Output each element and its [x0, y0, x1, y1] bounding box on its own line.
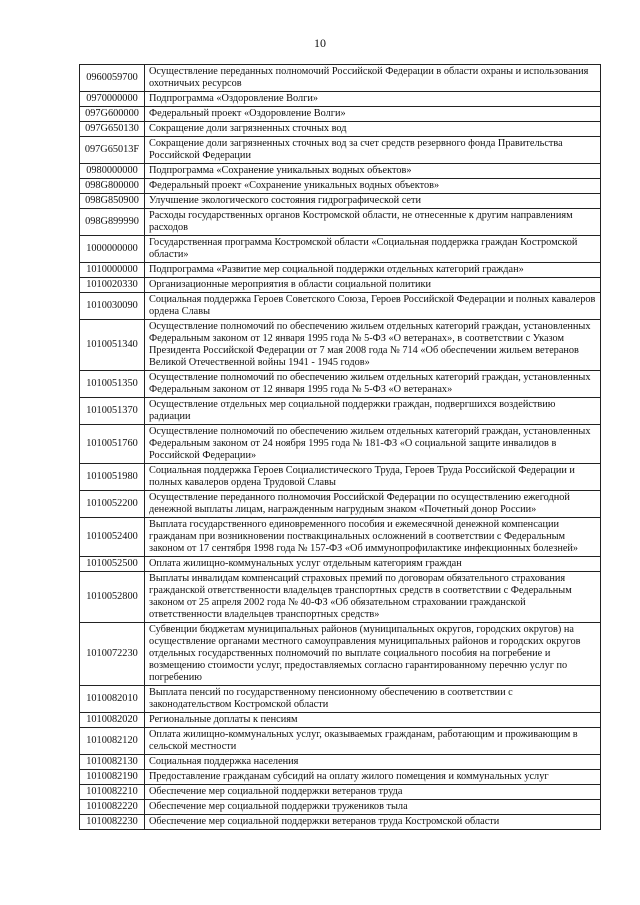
table-row: [80, 713, 601, 728]
target-code-cell: 1010051340: [80, 320, 145, 371]
target-name-cell: Выплата государственного единовременного пособия и ежемесячной денежной компенсации гражданам при возникновении поствакцинальных осложнений в соответствии с Федеральным законом от 17 сентября 1998 года № 157-ФЗ «Об иммунопрофилактике инфекционных болезней»: [145, 518, 601, 557]
target-name-cell: Улучшение экологического состояния гидрографической сети: [145, 194, 601, 209]
target-name-cell: Предоставление гражданам субсидий на оплату жилого помещения и коммунальных услуг: [145, 770, 601, 785]
target-code-cell: 1010051980: [80, 464, 145, 491]
target-code-cell: 1010052500: [80, 557, 145, 572]
table-row: [80, 815, 601, 830]
table-row: [80, 107, 601, 122]
budget-classification-table: [79, 64, 601, 830]
target-name-cell: Социальная поддержка Героев Социалистического Труда, Героев Труда Российской Федерации и полных кавалеров ордена Трудовой Славы: [145, 464, 601, 491]
target-name-cell: Федеральный проект «Сохранение уникальных водных объектов»: [145, 179, 601, 194]
table-row: [80, 194, 601, 209]
target-name-cell: Подпрограмма «Оздоровление Волги»: [145, 92, 601, 107]
target-code-cell: 1010052400: [80, 518, 145, 557]
target-code-cell: 1010082010: [80, 686, 145, 713]
table-row: [80, 398, 601, 425]
table-row: [80, 623, 601, 686]
target-name-cell: Осуществление полномочий по обеспечению жильем отдельных категорий граждан, установленных Федеральным законом от 24 ноября 1995 года № 181-ФЗ «О социальной защите инвалидов в Российской Федерации»: [145, 425, 601, 464]
target-code-cell: 1010082190: [80, 770, 145, 785]
target-name-cell: Обеспечение мер социальной поддержки тружеников тыла: [145, 800, 601, 815]
target-code-cell: 1010052200: [80, 491, 145, 518]
table-row: [80, 320, 601, 371]
target-name-cell: Сокращение доли загрязненных сточных вод: [145, 122, 601, 137]
table-row: [80, 209, 601, 236]
target-name-cell: Сокращение доли загрязненных сточных вод за счет средств резервного фонда Правительства Российской Федерации: [145, 137, 601, 164]
target-name-cell: Подпрограмма «Развитие мер социальной поддержки отдельных категорий граждан»: [145, 263, 601, 278]
target-name-cell: Осуществление переданного полномочия Российской Федерации по осуществлению ежегодной денежной выплаты лицам, награжденным нагрудным знаком «Почетный донор России»: [145, 491, 601, 518]
target-code-cell: 1010052800: [80, 572, 145, 623]
target-name-cell: Оплата жилищно-коммунальных услуг, оказываемых гражданам, работающим и проживающим в сельской местности: [145, 728, 601, 755]
target-name-cell: Выплата пенсий по государственному пенсионному обеспечению в соответствии с законодательством Костромской области: [145, 686, 601, 713]
target-code-cell: 1010072230: [80, 623, 145, 686]
page-number: 10: [314, 36, 326, 50]
table-row: [80, 236, 601, 263]
target-code-cell: 097G600000: [80, 107, 145, 122]
table-row: [80, 728, 601, 755]
table-body: [80, 65, 601, 830]
table-row: [80, 491, 601, 518]
table-row: [80, 785, 601, 800]
target-code-cell: 098G850900: [80, 194, 145, 209]
table-row: [80, 137, 601, 164]
table-row: [80, 557, 601, 572]
target-name-cell: Осуществление отдельных мер социальной поддержки граждан, подвергшихся воздействию радиации: [145, 398, 601, 425]
table-row: [80, 122, 601, 137]
target-name-cell: Осуществление переданных полномочий Российской Федерации в области охраны и использования охотничьих ресурсов: [145, 65, 601, 92]
table-row: [80, 65, 601, 92]
table-row: [80, 518, 601, 557]
table-row: [80, 179, 601, 194]
table-row: [80, 572, 601, 623]
target-code-cell: 1010082210: [80, 785, 145, 800]
target-code-cell: 098G800000: [80, 179, 145, 194]
table-row: [80, 164, 601, 179]
target-name-cell: Обеспечение мер социальной поддержки ветеранов труда: [145, 785, 601, 800]
table-row: [80, 464, 601, 491]
table-row: [80, 800, 601, 815]
table-row: [80, 371, 601, 398]
target-name-cell: Осуществление полномочий по обеспечению жильем отдельных категорий граждан, установленных Федеральным законом от 12 января 1995 года № 5-ФЗ «О ветеранах», в соответствии с Указом Президента Российской Федерации от 7 мая 2008 года № 714 «Об обеспечении жильем ветеранов Великой Отечественной войны 1941 - 1945 годов»: [145, 320, 601, 371]
target-name-cell: Субвенции бюджетам муниципальных районов (муниципальных округов, городских округов) на осуществление органами местного самоуправления муниципальных районов и городских округов отдельных государственных полномочий по выплате социального пособия на погребение и возмещению стоимости услуг, предоставляемых согласно гарантированному перечню услуг по погребению: [145, 623, 601, 686]
table-row: [80, 263, 601, 278]
target-code-cell: 1010000000: [80, 263, 145, 278]
target-name-cell: Расходы государственных органов Костромской области, не отнесенные к другим направлениям расходов: [145, 209, 601, 236]
target-name-cell: Обеспечение мер социальной поддержки ветеранов труда Костромской области: [145, 815, 601, 830]
target-name-cell: Социальная поддержка населения: [145, 755, 601, 770]
target-code-cell: 1010020330: [80, 278, 145, 293]
table-row: [80, 686, 601, 713]
target-code-cell: 1010030090: [80, 293, 145, 320]
table-row: [80, 425, 601, 464]
target-code-cell: 1000000000: [80, 236, 145, 263]
target-code-cell: 097G65013F: [80, 137, 145, 164]
table-row: [80, 770, 601, 785]
target-name-cell: Осуществление полномочий по обеспечению жильем отдельных категорий граждан, установленных Федеральным законом от 12 января 1995 года № 5-ФЗ «О ветеранах»: [145, 371, 601, 398]
target-code-cell: 1010082130: [80, 755, 145, 770]
table-row: [80, 755, 601, 770]
target-name-cell: Государственная программа Костромской области «Социальная поддержка граждан Костромской области»: [145, 236, 601, 263]
target-code-cell: 0960059700: [80, 65, 145, 92]
target-code-cell: 0970000000: [80, 92, 145, 107]
target-name-cell: Социальная поддержка Героев Советского Союза, Героев Российской Федерации и полных кавалеров ордена Славы: [145, 293, 601, 320]
target-code-cell: 1010051350: [80, 371, 145, 398]
target-code-cell: 1010082220: [80, 800, 145, 815]
table-row: [80, 278, 601, 293]
target-code-cell: 1010082120: [80, 728, 145, 755]
table-row: [80, 92, 601, 107]
target-name-cell: Оплата жилищно-коммунальных услуг отдельным категориям граждан: [145, 557, 601, 572]
target-code-cell: 098G899990: [80, 209, 145, 236]
target-code-cell: 1010082230: [80, 815, 145, 830]
target-name-cell: Выплаты инвалидам компенсаций страховых премий по договорам обязательного страхования гражданской ответственности владельцев транспортных средств в соответствии с Федеральным законом от 25 апреля 2002 года № 40-ФЗ «Об обязательном страховании гражданской ответственности владельцев транспортных средств»: [145, 572, 601, 623]
target-code-cell: 1010051760: [80, 425, 145, 464]
target-code-cell: 1010082020: [80, 713, 145, 728]
target-code-cell: 097G650130: [80, 122, 145, 137]
target-code-cell: 1010051370: [80, 398, 145, 425]
target-name-cell: Региональные доплаты к пенсиям: [145, 713, 601, 728]
target-name-cell: Федеральный проект «Оздоровление Волги»: [145, 107, 601, 122]
target-name-cell: Организационные мероприятия в области социальной политики: [145, 278, 601, 293]
table-row: [80, 293, 601, 320]
target-name-cell: Подпрограмма «Сохранение уникальных водных объектов»: [145, 164, 601, 179]
target-code-cell: 0980000000: [80, 164, 145, 179]
